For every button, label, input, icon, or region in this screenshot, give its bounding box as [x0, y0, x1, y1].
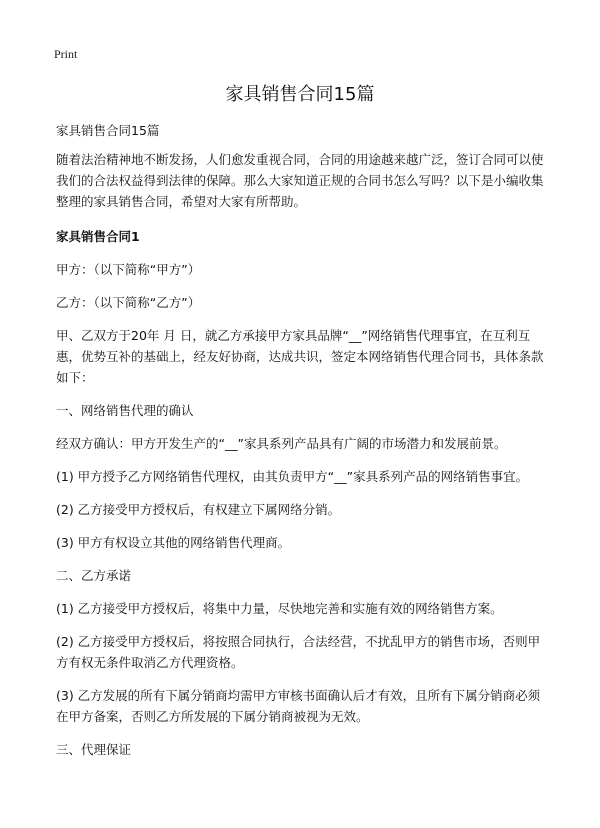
- clause-item: (3) 甲方有权设立其他的网络销售代理商。: [56, 535, 291, 550]
- clause-item: (2) 乙方接受甲方授权后，有权建立下属网络分销。: [56, 502, 341, 517]
- clause-item: (3) 乙方发展的所有下属分销商均需甲方审核书面确认后才有效，且所有下属分销商必须在甲方备案，否则乙方所发展的下属分销商被视为无效。: [56, 688, 541, 724]
- document-title: 家具销售合同15篇: [225, 84, 375, 105]
- intro-paragraph: 随着法治精神地不断发扬，人们愈发重视合同，合同的用途越来越广泛，签订合同可以使我们的合法权益得到法律的保障。那么大家知道正规的合同书怎么写吗？以下是小编收集整理的家具销售合同，希望对大家有所帮助。: [56, 152, 544, 209]
- clause-heading-1: 一、网络销售代理的确认: [56, 403, 194, 418]
- clause-item: (2) 乙方接受甲方授权后，将按照合同执行，合法经营，不扰乱甲方的销售市场，否则甲方有权无条件取消乙方代理资格。: [56, 634, 541, 670]
- document-body: [56, 120, 546, 772]
- clause-heading-3: 三、代理保证: [56, 742, 132, 757]
- document-subtitle: 家具销售合同15篇: [56, 123, 160, 138]
- clause-heading-2: 二、乙方承诺: [56, 568, 132, 583]
- party-b-line: 乙方：（以下简称“乙方”）: [56, 295, 201, 310]
- print-link[interactable]: Print: [54, 47, 78, 61]
- clause-paragraph: 经双方确认：甲方开发生产的“__”家具系列产品具有广阔的市场潜力和发展前景。: [56, 436, 507, 451]
- clause-item: (1) 甲方授予乙方网络销售代理权，由其负责甲方“__”家具系列产品的网络销售事宜。: [56, 469, 529, 484]
- agreement-paragraph: 甲、乙双方于20年 月 日，就乙方承接甲方家具品牌“__”网络销售代理事宜，在互利互惠，优势互补的基础上，经友好协商，达成共识，签定本网络销售代理合同书，具体条款如下：: [56, 328, 544, 385]
- section-heading: 家具销售合同1: [56, 229, 140, 244]
- clause-item: (1) 乙方接受甲方授权后，将集中力量，尽快地完善和实施有效的网络销售方案。: [56, 601, 503, 616]
- party-a-line: 甲方：（以下简称“甲方”）: [56, 262, 201, 277]
